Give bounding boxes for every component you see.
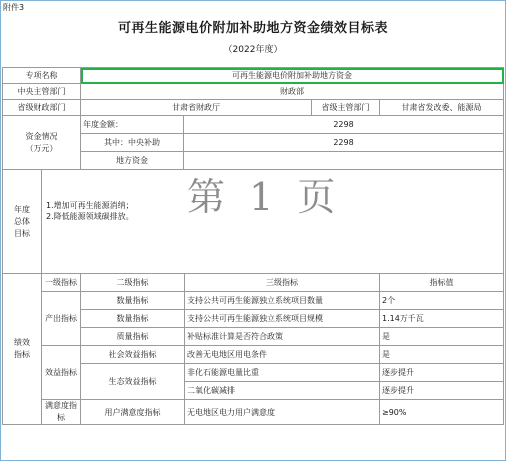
project-name-label: 专项名称 <box>3 68 81 84</box>
attachment-label: 附件3 <box>3 3 25 12</box>
value-project-count: 2个 <box>380 292 504 310</box>
l3-user-satisfaction: 无电地区电力用户满意度 <box>185 400 380 425</box>
prov-finance-value: 甘肃省财政厅 <box>81 100 312 116</box>
prov-finance-label: 省级财政部门 <box>3 100 81 116</box>
value-nonfossil-share: 逐步提升 <box>380 364 504 382</box>
value-electricity-conditions: 是 <box>380 346 504 364</box>
document-title: 可再生能源电价附加补助地方资金绩效目标表 <box>117 21 388 36</box>
l2-quantity-1: 数量指标 <box>81 292 185 310</box>
prov-dept-value: 甘肃省发改委、能源局 <box>380 100 504 116</box>
central-dept-value: 财政部 <box>81 84 504 100</box>
l3-project-scale: 支持公共可再生能源独立系统项目规模 <box>185 310 380 328</box>
benefit-indicator-label: 效益指标 <box>42 346 81 400</box>
annual-amount-label: 年度金额： <box>81 116 184 134</box>
performance-indicators-label: 绩效指标 <box>3 274 42 425</box>
central-subsidy-value: 2298 <box>184 134 504 152</box>
local-funds-label: 地方资金 <box>81 152 184 170</box>
annual-goal-label: 年度总体目标 <box>3 170 42 274</box>
value-subsidy-standard: 是 <box>380 328 504 346</box>
performance-target-table <box>2 67 504 425</box>
prov-dept-label: 省级主管部门 <box>312 100 380 116</box>
l2-social-benefit: 社会效益指标 <box>81 346 185 364</box>
header-level2: 二级指标 <box>81 274 185 292</box>
l3-nonfossil-share: 非化石能源电量比重 <box>185 364 380 382</box>
l3-project-count: 支持公共可再生能源独立系统项目数量 <box>185 292 380 310</box>
output-indicator-label: 产出指标 <box>42 292 81 346</box>
central-dept-label: 中央主管部门 <box>3 84 81 100</box>
page-watermark: 第 1 页 <box>187 175 342 219</box>
l2-eco-benefit: 生态效益指标 <box>81 364 185 400</box>
funds-label: 资金情况 （万元） <box>3 116 81 170</box>
local-funds-value <box>184 152 504 170</box>
header-value: 指标值 <box>380 274 504 292</box>
document-year: （2022年度） <box>223 45 283 55</box>
value-co2-reduction: 逐步提升 <box>380 382 504 400</box>
value-user-satisfaction: ≥90% <box>380 400 504 425</box>
annual-goal-text: 1.增加可再生能源消纳； 2.降低能源领域碳排放。 <box>46 201 134 221</box>
l3-co2-reduction: 二氧化碳减排 <box>185 382 380 400</box>
value-project-scale: 1.14万千瓦 <box>380 310 504 328</box>
l3-subsidy-standard: 补贴标准计算是否符合政策 <box>185 328 380 346</box>
l2-quantity-2: 数量指标 <box>81 310 185 328</box>
central-subsidy-label: 其中：中央补助 <box>81 134 184 152</box>
annual-goal-cell <box>42 170 504 274</box>
project-name-value[interactable]: 可再生能源电价附加补助地方资金 <box>81 68 504 84</box>
header-level1: 一级指标 <box>42 274 81 292</box>
annual-amount-value: 2298 <box>184 116 504 134</box>
l2-user-satisfaction: 用户满意度指标 <box>81 400 185 425</box>
l2-quality: 质量指标 <box>81 328 185 346</box>
header-level3: 三级指标 <box>185 274 380 292</box>
satisfaction-indicator-label: 满意度指标 <box>42 400 81 425</box>
l3-electricity-conditions: 改善无电地区用电条件 <box>185 346 380 364</box>
